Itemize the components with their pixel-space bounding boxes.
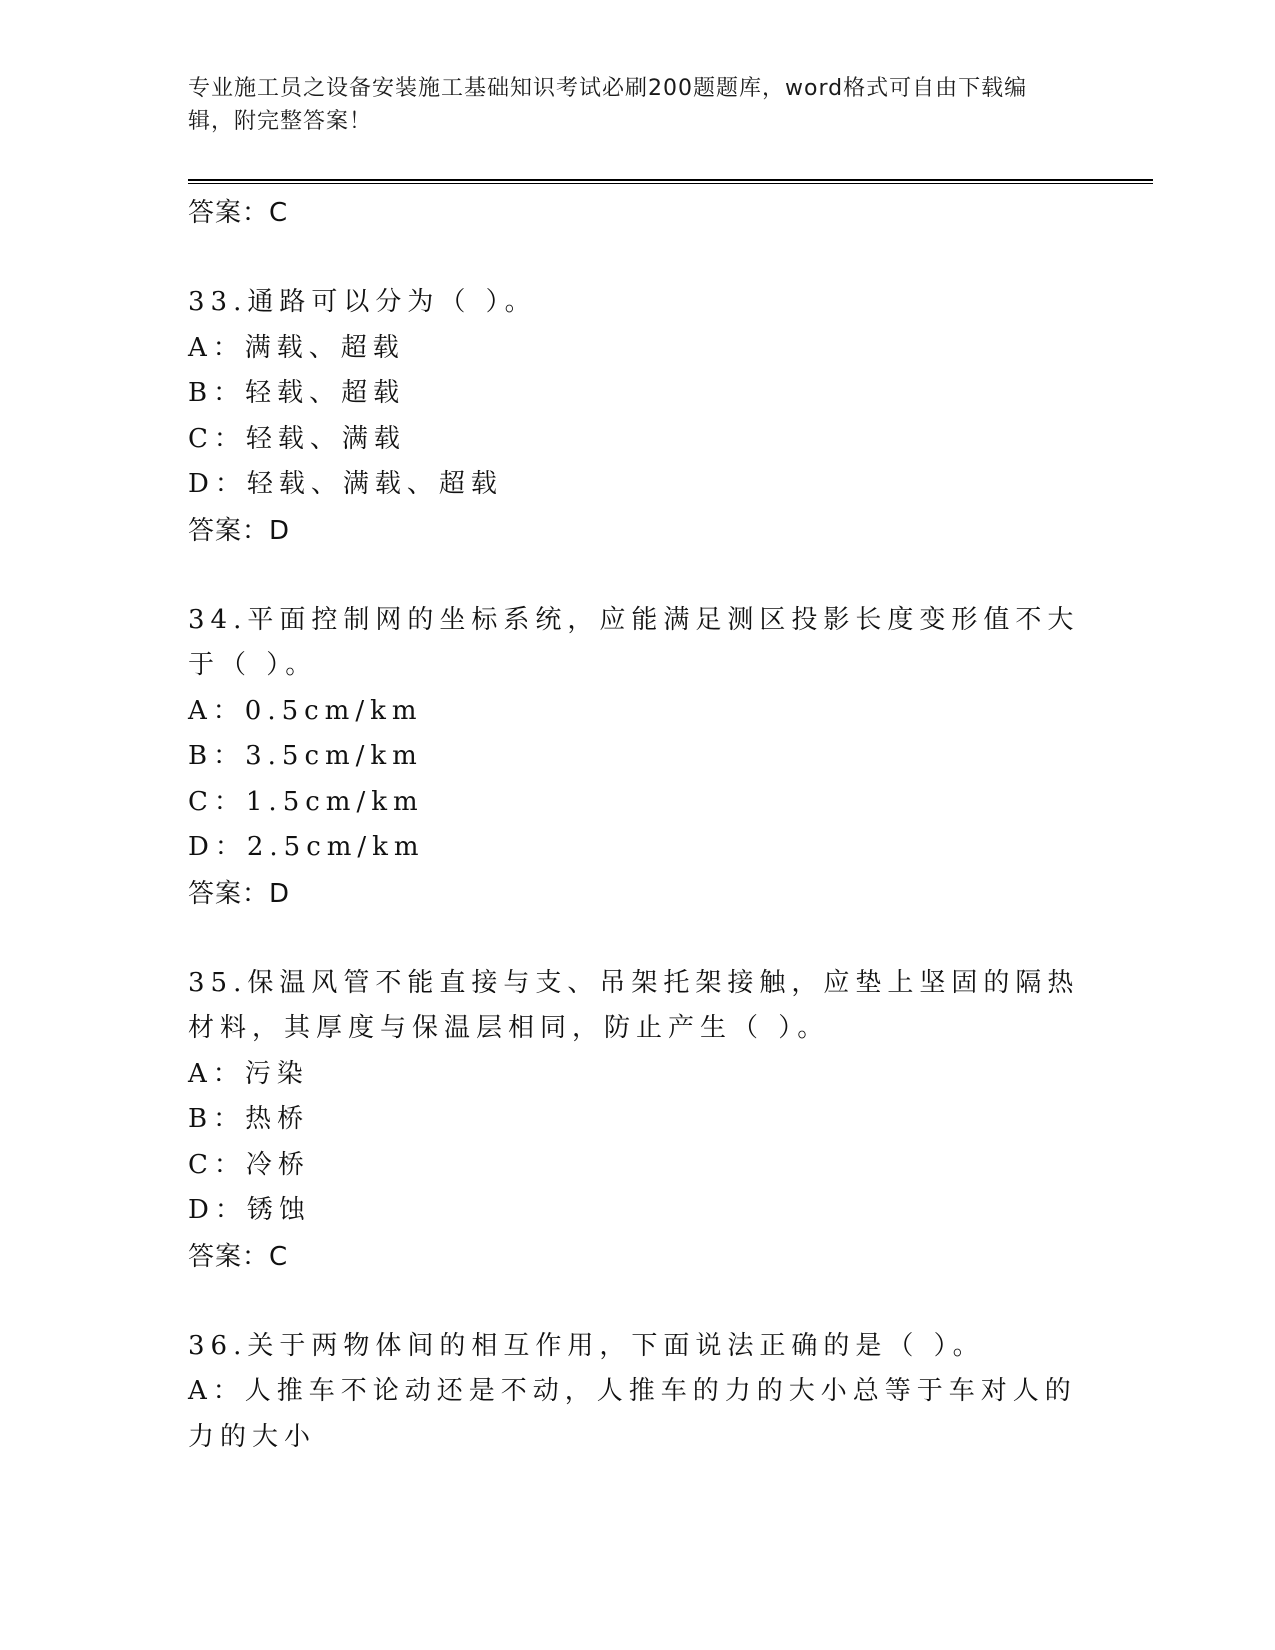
question-stem: 36.关于两物体间的相互作用，下面说法正确的是（ ）。 (188, 1330, 985, 1361)
option-d: D：轻载、满载、超载 (188, 469, 503, 499)
option-c: C：冷桥 (188, 1149, 310, 1180)
option-c: C：1.5cm/km (188, 786, 424, 817)
document-header: 专业施工员之设备安装施工基础知识考试必刷200题题库，word格式可自由下载编辑，附完整答案！ (188, 76, 1028, 134)
question-36 (188, 1324, 1108, 1461)
option-d: D：锈蚀 (188, 1195, 311, 1225)
question-list (188, 190, 1108, 1460)
option-a: A：污染 (188, 1058, 309, 1089)
question-35 (188, 961, 1108, 1280)
answer-line: 答案：D (188, 515, 291, 546)
option-d: D：2.5cm/km (188, 832, 425, 862)
question-stem: 35.保温风管不能直接与支、吊架托架接触，应垫上坚固的隔热材料，其厚度与保温层相同，防止产生（ ）。 (188, 967, 1080, 1043)
header-divider (188, 179, 1153, 181)
answer-line: 答案：C (188, 1241, 289, 1272)
option-c: C：轻载、满载 (188, 423, 406, 454)
option-b: B：轻载、超载 (188, 378, 406, 408)
header-divider-thin (188, 183, 1153, 184)
answer-line: 答案：D (188, 878, 291, 909)
option-a: A：0.5cm/km (188, 695, 423, 726)
option-a: A：人推车不论动还是不动，人推车的力的大小总等于车对人的力的大小 (188, 1376, 1077, 1452)
question-34 (188, 598, 1108, 917)
option-b: B：3.5cm/km (188, 741, 423, 771)
option-b: B：热桥 (188, 1104, 310, 1134)
question-stem: 33.通路可以分为（ ）。 (188, 287, 537, 317)
option-a: A：满载、超载 (188, 332, 405, 363)
question-33 (188, 280, 1108, 554)
question-stem: 34.平面控制网的坐标系统，应能满足测区投影长度变形值不大于（ ）。 (188, 604, 1080, 680)
answer-line: 答案：C (188, 198, 289, 228)
